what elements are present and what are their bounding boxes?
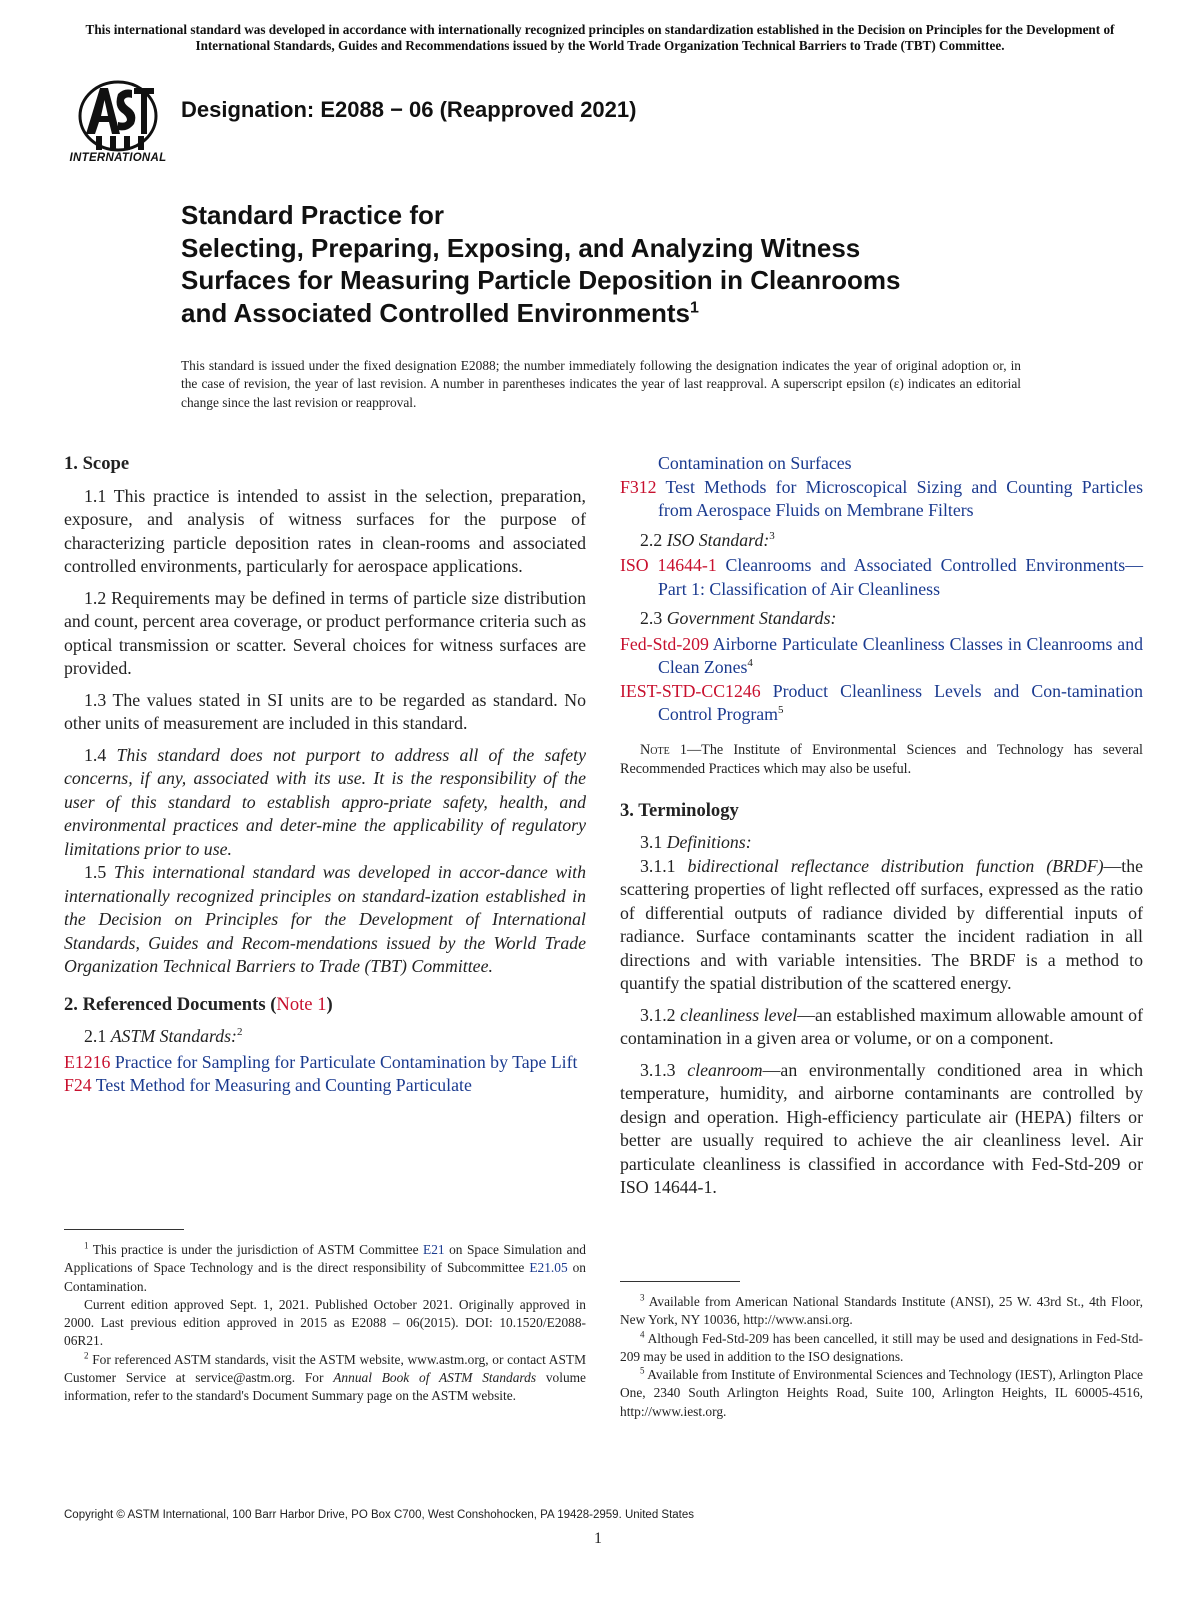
t1-num: 3.1.1 (640, 855, 676, 876)
title-footnote-mark[interactable]: 1 (690, 298, 699, 316)
iso-standard-label (620, 529, 1143, 553)
ref-fed-std-209 (620, 633, 1143, 680)
gov-label: Government Standards: (666, 608, 837, 628)
ref-e1216 (64, 1051, 586, 1075)
ref-fed-code[interactable]: Fed-Std-209 (620, 633, 709, 654)
terminology-heading: 3. Terminology (620, 799, 739, 821)
footnote-rule-right (620, 1281, 740, 1282)
ref-iso-title[interactable]: Cleanrooms and Associated Controlled Environments—Part 1: Classification of Air Cleanliness (658, 555, 1143, 599)
refdocs-heading (64, 993, 586, 1017)
e21-link[interactable]: E21 (423, 1242, 445, 1257)
ref-iso-14644-1 (620, 554, 1143, 601)
iest-footnote-mark[interactable]: 5 (778, 704, 784, 717)
fn3-mark: 3 (640, 1292, 645, 1303)
fn4-mark: 4 (640, 1329, 645, 1340)
copyright: Copyright © ASTM International, 100 Barr Harbor Drive, PO Box C700, West Conshohocken, PA 19428-2959. United States (64, 1509, 695, 1521)
document-title (181, 199, 1081, 329)
fn1-text-c: on Contamination. (64, 1260, 586, 1294)
title-line-4 (181, 297, 1081, 330)
footnote-5 (620, 1366, 1143, 1421)
ref-iest (620, 680, 1143, 727)
fn1-mark: 1 (84, 1240, 89, 1251)
def-num: 3.1 (640, 832, 663, 852)
term-3-1-2 (620, 1004, 1143, 1051)
title-line-2: Selecting, Preparing, Exposing, and Analyzing Witness (181, 232, 861, 263)
astm-standards-label (64, 1025, 586, 1049)
note-1-link[interactable]: Note 1 (276, 993, 327, 1015)
note-1-label: Note 1 (640, 741, 687, 758)
note-1-text: —The Institute of Environmental Sciences and Technology has several Recommended Practices which may also be useful. (620, 741, 1143, 777)
title-line-3: Surfaces for Measuring Particle Deposition in Cleanrooms (181, 265, 901, 295)
refdocs-heading-close: ) (326, 993, 333, 1015)
scope-heading: 1. Scope (64, 453, 130, 474)
para-1-5 (64, 861, 586, 979)
astm-label: ASTM Standards: (110, 1026, 237, 1046)
para-1-4-num: 1.4 (84, 744, 107, 765)
fn2-text-b: volume information, refer to the standard's Document Summary page on the ASTM website. (64, 1370, 586, 1404)
para-1-1: 1.1 This practice is intended to assist in the selection, preparation, exposure, and analysis of witness surfaces for the purpose of characterizing particle deposition rates in clean-rooms and associated controlled environments, particularly for aerospace applications. (64, 485, 586, 576)
fn1-text-a: This practice is under the jurisdiction of ASTM Committee (92, 1242, 424, 1257)
definitions-label (620, 831, 1143, 855)
right-column (620, 452, 1143, 1208)
logo-caption: INTERNATIONAL (69, 152, 167, 164)
def-label: Definitions: (666, 832, 752, 852)
title-line-1: Standard Practice for (181, 200, 444, 230)
t2-term: cleanliness level (680, 1004, 798, 1025)
footnotes-right (620, 1293, 1143, 1421)
footnote-3 (620, 1293, 1143, 1330)
t1-term: bidirectional reflectance distribution function (BRDF) (687, 855, 1104, 876)
ref-f24-title-cont[interactable]: Contamination on Surfaces (658, 453, 852, 473)
fn2-mark: 2 (84, 1350, 89, 1361)
t3-text: —an environmentally conditioned area in which temperature, humidity, and airborne contaminants are controlled by design and operation. High-efficiency particulate air (HEPA) filters or better are usually required to achieve the air cleanliness level. Air particulate cleanliness is classified in accordance with Fed-Std-209 or ISO 14644-1. (620, 1059, 1143, 1197)
ref-fed-title[interactable]: Airborne Particulate Cleanliness Classes in Cleanrooms and Clean Zones (658, 633, 1143, 677)
ref-f24 (64, 1074, 586, 1098)
ref-iso-code[interactable]: ISO 14644-1 (620, 555, 717, 575)
fn4-text: Although Fed-Std-209 has been cancelled, it still may be used and designations in Fed-Std-209 may be used in addition to the ISO designations. (620, 1330, 1144, 1364)
fn2-text-a: For referenced ASTM standards, visit the ASTM website, www.astm.org, or contact ASTM Customer Service at service@astm.org. For (64, 1351, 586, 1386)
ref-f24-title[interactable]: Test Method for Measuring and Counting Particulate (95, 1075, 472, 1095)
footnote-1 (64, 1241, 586, 1296)
ref-f312-code[interactable]: F312 (620, 476, 657, 497)
t3-term: cleanroom (687, 1059, 763, 1080)
iso-footnote-mark[interactable]: 3 (769, 529, 775, 542)
fn1-text-b: on Space Simulation and Applications of Space Technology and is the direct responsibility of Subcommittee (64, 1242, 586, 1276)
fn3-text: Available from American National Standards Institute (ANSI), 25 W. 43rd St., 4th Floor, New York, NY 10036, http://www.ansi.org. (620, 1294, 1144, 1328)
footnote-rule-left (64, 1229, 184, 1230)
ref-f312 (620, 476, 1143, 523)
gov-standards-label (620, 607, 1143, 631)
e21-05-link[interactable]: E21.05 (529, 1260, 568, 1276)
term-3-1-1 (620, 855, 1143, 996)
footnote-1-edition: Current edition approved Sept. 1, 2021. Published October 2021. Originally approved in 2000. Last previous edition approved in 2015 as E2088 – 06(2015). DOI: 10.1520/E2088-06R21. (64, 1296, 586, 1349)
para-1-5-text: This international standard was developed in accor-dance with internationally recognized principles on standard-ization established in the Decision on Principles for the Development of International Standards, Guides and Recom-mendations issued by the World Trade Organization Technical Barriers to Trade (TBT) Committee. (64, 862, 586, 976)
term-3-1-3 (620, 1059, 1143, 1200)
t1-text: —the scattering properties of light reflected off surfaces, expressed as the ratio of differential outputs of radiance divided by differential inputs of radiance. Surface contaminants scatter the incident radiation in all directions and with variable intensities. The BRDF is a method to quantify the spatial distribution of the scattered energy. (620, 855, 1144, 993)
title-line-4-text: and Associated Controlled Environments (181, 297, 691, 328)
astm-footnote-mark[interactable]: 2 (236, 1026, 243, 1039)
astm-logo-icon (66, 74, 170, 152)
para-1-4 (64, 744, 586, 862)
note-1 (620, 741, 1143, 779)
ref-iest-title[interactable]: Product Cleanliness Levels and Con-tamination Control Program (658, 680, 1143, 724)
iso-num: 2.2 (640, 529, 663, 550)
ref-f312-title[interactable]: Test Methods for Microscopical Sizing and Counting Particles from Aerospace Fluids on Membrane Filters (658, 476, 1143, 520)
para-1-5-num: 1.5 (84, 862, 107, 882)
para-1-3: 1.3 The values stated in SI units are to be regarded as standard. No other units of measurement are included in this standard. (64, 689, 586, 733)
fn5-mark: 5 (640, 1365, 645, 1376)
t3-num: 3.1.3 (640, 1059, 676, 1080)
left-column (64, 452, 586, 1098)
ref-f24-continued (620, 452, 1143, 476)
gov-num: 2.3 (640, 608, 663, 628)
t2-text: —an established maximum allowable amount of contamination in a given area or volume, or on a component. (620, 1004, 1143, 1048)
top-notice: This international standard was developed in accordance with internationally recognized principles on standardization established in the Decision on Principles for the Development of International Standards, Guides and Recommendations issued by the World Trade Organization Technical Barriers to Trade (TBT) Committee. (85, 22, 1115, 53)
astm-num: 2.1 (84, 1026, 107, 1046)
fn5-text: Available from Institute of Environmental Sciences and Technology (IEST), Arlington Place One, 2340 South Arlington Heights Road, Suite 100, Arlington Heights, IL 60005-4516, http://www.iest.org. (620, 1367, 1144, 1419)
ref-e1216-code[interactable]: E1216 (64, 1051, 111, 1072)
fn2-italic: Annual Book of ASTM Standards (333, 1370, 537, 1386)
ref-f24-code[interactable]: F24 (64, 1075, 92, 1095)
fed-footnote-mark[interactable]: 4 (747, 657, 753, 670)
ref-iest-code[interactable]: IEST-STD-CC1246 (620, 680, 761, 701)
para-1-2: 1.2 Requirements may be defined in terms of particle size distribution and count, percent area coverage, or product performance criteria such as optical transmission or scatter. Several choices for witness surfaces are provided. (64, 587, 586, 678)
footnotes-left (64, 1241, 586, 1406)
para-1-4-text: This standard does not purport to address all of the safety concerns, if any, associated with its use. It is the responsibility of the user of this standard to establish appro-priate safety, health, and environmental practices and deter-mine the applicability of regulatory limitations prior to use. (64, 744, 586, 859)
refdocs-heading-text: 2. Referenced Documents ( (64, 993, 277, 1015)
issued-statement: This standard is issued under the fixed designation E2088; the number immediately following the designation indicates the year of original adoption or, in the case of revision, the year of last revision. A number in parentheses indicates the year of last reapproval. A superscript epsilon (ε) indicates an editorial change since the last revision or reapproval. (181, 358, 1021, 410)
page-number: 1 (594, 1530, 602, 1547)
astm-logo (66, 74, 170, 166)
t2-num: 3.1.2 (640, 1004, 676, 1025)
footnote-4 (620, 1330, 1143, 1367)
iso-label: ISO Standard: (666, 529, 770, 550)
footnote-2 (64, 1351, 586, 1406)
designation: Designation: E2088 − 06 (Reapproved 2021) (181, 97, 637, 122)
ref-e1216-title[interactable]: Practice for Sampling for Particulate Contamination by Tape Lift (114, 1051, 578, 1072)
